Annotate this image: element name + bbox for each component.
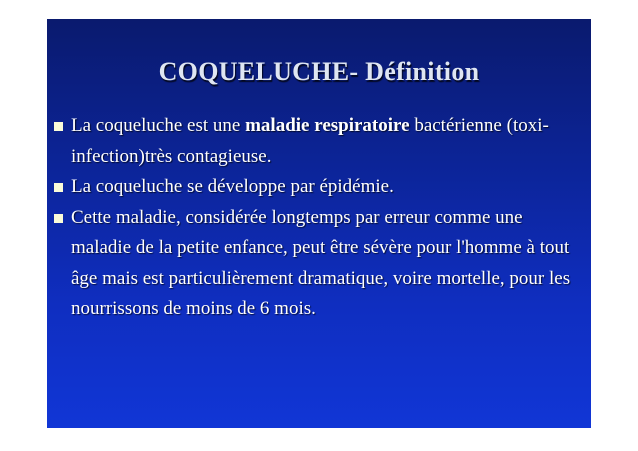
bullet-item	[47, 172, 571, 203]
square-bullet-icon	[54, 122, 63, 131]
slide-title: COQUELUCHE- Définition	[158, 57, 480, 86]
bullet-text-emphasis: maladie respiratoire	[245, 115, 410, 136]
bullet-text-suffix: bactérienne (toxi-infection)très contagieuse.	[71, 115, 549, 167]
bullet-list	[47, 111, 591, 325]
bullet-item	[47, 203, 571, 325]
slide	[47, 19, 591, 428]
square-bullet-icon	[54, 214, 63, 223]
square-bullet-icon	[54, 183, 63, 192]
bullet-text: La coqueluche se développe par épidémie.	[71, 176, 394, 197]
bullet-item	[47, 111, 571, 172]
bullet-text-prefix: La coqueluche est une	[71, 115, 246, 136]
bullet-text: Cette maladie, considérée longtemps par erreur comme une maladie de la petite enfance, peut être sévère pour l'homme à tout âge mais est particulièrement dramatique, voire mortelle, pour les nourrissons de moins de 6 mois.	[71, 206, 571, 319]
